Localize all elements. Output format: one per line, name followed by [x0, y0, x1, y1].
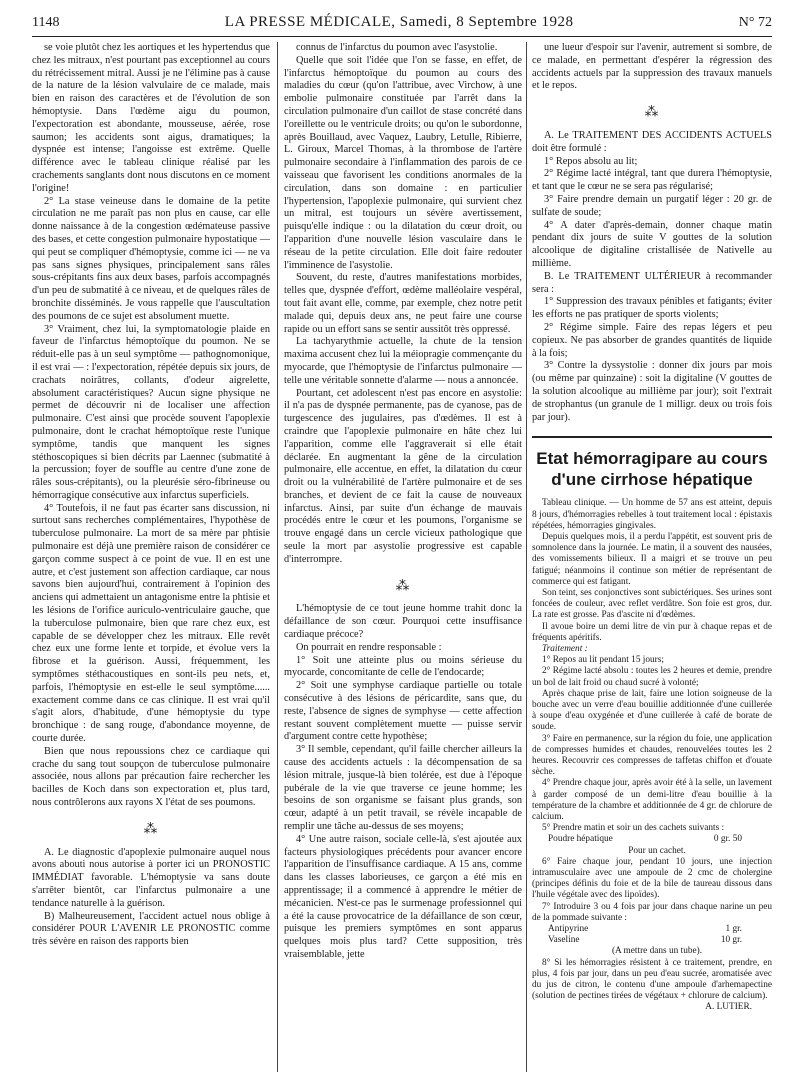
- prescription-item: Antipyrine: [548, 924, 589, 935]
- prescription-item: Poudre hépatique: [548, 834, 613, 845]
- paragraph: B. Le TRAITEMENT ULTÉRIEUR à recommander sera :: [532, 270, 772, 295]
- paragraph: Après chaque prise de lait, faire une lotion soigneuse de la bouche avec un verre d'eau bouillie additionnée d'une cuillerée à soupe d'eau oxygénée et d'une cuillerée à café de borate de soude.: [532, 688, 772, 733]
- paragraph: 3° Contre la dyssystolie : donner dix jours par mois (ou même par quinzaine) : soit la digitaline (V gouttes de la solution alcoolique au millième par jour); soit l'extrait de strophantus (un granule de 1 milligr. deux ou trois fois par jour).: [532, 360, 772, 423]
- paragraph: B) Malheureusement, l'accident actuel nous oblige à considérer POUR L'AVENIR LE PRONOSTIC comme très sévère en raison des rapports bien: [32, 910, 270, 948]
- paragraph: La tachyarythmie actuelle, la chute de la tension maxima accusent chez lui la méiopragie commençante du myocarde, que l'hémoptysie de l'infarctus pulmonaire — telle une véritable sonnette d'alarme — nous a annoncée.: [284, 336, 522, 386]
- paragraph: 5° Prendre matin et soir un des cachets suivants :: [542, 823, 725, 834]
- paragraph: Souvent, du reste, d'autres manifestations morbides, telles que, dyspnée d'effort, œdème malléolaire vespéral, tout fait avant elle, comme, par exemple, chez notre petit malade qui, depuis deux ans, ne peut faire une course rapide ou un effort sans se sentir aussitôt très oppressé.: [284, 272, 522, 335]
- paragraph: 1° Suppression des travaux pénibles et fatigants; éviter les efforts ne pas pratiquer de sports violents;: [532, 296, 772, 321]
- prescription-item: Vaseline: [548, 935, 580, 946]
- paragraph: 3° Faire en permanence, sur la région du foie, une application de compresses humides et chaudes, renouvelées toutes les 2 heures. Recouvrir ces compresses de taffetas chiffon et d'ouate sèche.: [532, 733, 772, 778]
- paragraph: On pourrait en rendre responsable :: [296, 641, 442, 653]
- paragraph: 4° A dater d'après-demain, donner chaque matin pendant dix jours de suite V gouttes de la solution alcoolique de digitaline cristallisée de Nativelle au millième.: [532, 219, 772, 269]
- issue-number: N° 72: [738, 15, 772, 30]
- page-header: [32, 14, 772, 36]
- column-1: [32, 42, 270, 1070]
- paragraph: 6° Faire chaque jour, pendant 10 jours, une injection intramusculaire avec une ampoule de 2 cmc de cholergine (principes définis du foie et de la bile de taureau dissous dans l'huile végétale avec des lipoïdes).: [532, 856, 772, 901]
- paragraph: 2° Régime lacté intégral, tant que durera l'hémoptysie, et tant que le cœur ne se sera pas régularisé;: [532, 168, 772, 193]
- paragraph: 7° Introduire 3 ou 4 fois par jour dans chaque narine un peu de la pommade suivante :: [532, 901, 772, 923]
- prescription-line: [532, 935, 772, 946]
- paragraph: 2° Régime lacté absolu : toutes les 2 heures et demie, prendre un bol de lait froid ou chaud sucré à volonté;: [532, 666, 772, 688]
- column-divider: [526, 42, 527, 1072]
- paragraph: Quelle que soit l'idée que l'on se fasse, en effet, de l'infarctus hémoptoïque du poumon au cours des maladies du cœur (qu'on l'attribue, avec Virchow, à une embolie pulmonaire constituée par l'arrêt dans la circulation pulmonaire d'un caillot de stase concrété dans l'oreillette ou le ventricule droits; ou qu'on le subordonne, après Bouillaud, avec Vaquez, Laubry, Letulle, Ribierre, L. Giroux, Marcel Thomas, à la thrombose de l'artère pulmonaire secondaire à l'inflammation des parois de ce vaisseau que favorisent les conditions anormales de la circulation, dans son domaine : en particulier l'hypertension, l'apoplexie pulmonaire, qui survient chez un mitral, est toujours un sévère avertissement, puisqu'elle indique : ou la dilatation du cœur droit, ou l'apparition d'une nouvelle lésion vasculaire dans le réseau de la petite circulation. Elle doit faire redouter l'imminence de l'asystolie.: [284, 54, 522, 271]
- paragraph: Depuis quelques mois, il a perdu l'appétit, est souvent pris de somnolence dans la journée. Le matin, il a souvent des nausées, des vomissements bilieux. Il a maigri et se trouve un peu fatigué; néanmoins il continue son métier de représentant de commerce qui est fatigant.: [532, 531, 772, 587]
- prescription-line: [532, 924, 772, 935]
- prescription-note: Pour un cachet.: [628, 845, 686, 856]
- section-separator: ⁂: [395, 578, 411, 594]
- paragraph: Son teint, ses conjonctives sont subictériques. Ses urines sont foncées de couleur, avec reflet verdâtre. Son foie est gros, dur. La rate est grosse. Pas d'ascite ni d'œdèmes.: [532, 587, 772, 621]
- paragraph: se voie plutôt chez les aortiques et les hypertendus que chez les mitraux, n'est pourtant pas exceptionnel au cours du rétrécissement mitral. Aussi je ne l'élimine pas à cause de la nature de la lésion valvulaire de ce malade, mais bien en raison des caractères et de l'évolution de son hémoptysie. Dans l'œdème aigu du poumon, l'expectoration est abondante, mousseuse, aérée, rose saumon; les accidents sont aigus, dramatiques; la dyspnée est intense; l'angoisse est extrême. Quelle différence avec le tableau clinique réalisé par les crachements sanglants dont nous discutons en ce moment l'origine!: [32, 42, 270, 194]
- column-divider: [277, 42, 278, 1072]
- paragraph: 2° La stase veineuse dans le domaine de la petite circulation ne me paraît pas non plus en cause, car elle donne naissance à de la congestion œdémateuse passive des bases, et cette congestion pulmonaire hypostatique — qui peut se compliquer d'hémoptysie, comme ici — ne va pas sans signes physiques, principalement sans râles sous-crépitants fins aux deux bases, parfois accompagnés d'un peu de submatité à ce niveau, et de quelques râles de bronchite disséminés. Je vous rappelle que l'auscultation des poumons de ce sujet est absolument muette.: [32, 195, 270, 322]
- paragraph: 8° Si les hémorragies résistent à ce traitement, prendre, en plus, 4 fois par jour, dans un peu d'eau sucrée, aromatisée avec du jus de citron, le contenu d'une ampoule d'arhemapectine (solution de pectines tirées de végétaux + chlorure de calcium).: [532, 957, 772, 1002]
- paragraph: 4° Prendre chaque jour, après avoir été à la selle, un lavement à garder composé de un demi-litre d'eau bouillie à la température de la chambre et additionnée de 4 gr. de chlorure de calcium.: [532, 778, 772, 822]
- header-rule: [32, 36, 772, 37]
- article-title: Etat hémorragipare au cours d'une cirrhose hépatique: [536, 449, 768, 490]
- column-2: [284, 42, 522, 1070]
- paragraph: 3° Il semble, cependant, qu'il faille chercher ailleurs la cause des accidents actuels : la décompensation de sa lésion mitrale, jusque-là bien tolérée, est due à l'époque pubérale de la vie que traverse ce jeune homme; les besoins de son organisme se faisant plus grands, son cœur, adapté à un petit travail, se révèle incapable de remplir une tâche au-dessus de ses moyens;: [284, 744, 522, 833]
- treatment-heading: Traitement :: [542, 643, 588, 654]
- prescription-note: (A mettre dans un tube).: [611, 946, 703, 957]
- paragraph: 1° Repos au lit pendant 15 jours;: [542, 655, 664, 666]
- article-rule: [532, 436, 772, 438]
- paragraph: A. Le TRAITEMENT DES ACCIDENTS ACTUELS doit être formulé :: [532, 129, 772, 154]
- prescription-dose: 0 gr. 50: [713, 834, 742, 845]
- paragraph: une lueur d'espoir sur l'avenir, autrement si sombre, de ce malade, en permettant d'espérer la régression des accidents actuels par la suppression des travaux manuels et le repos.: [532, 42, 772, 92]
- paragraph: 4° Une autre raison, sociale celle-là, s'est ajoutée aux facteurs physiologiques précédents pour avancer encore l'apparition de l'insuffisance cardiaque. A 15 ans, comme dans les classes laborieuses, ce garçon a été mis en apprentissage; il a commencé à apprendre le métier de mécanicien. N'est-ce pas le surmenage professionnel qui a été la cause provocatrice de la défaillance de son cœur, puisque les premiers symptômes en sont apparus quelques mois plus tard? Cette supposition, très vraisemblable, jette: [284, 833, 522, 960]
- paragraph: A. Le diagnostic d'apoplexie pulmonaire auquel nous avons abouti nous autorise à porter ici un PRONOSTIC IMMÉDIAT favorable. L'hémoptysie va sans doute s'arrêter bientôt, car l'infarctus pulmonaire a une tendance naturelle à la guérison.: [32, 846, 270, 909]
- paragraph: Il avoue boire un demi litre de vin pur à chaque repas et de fréquents apéritifs.: [532, 621, 772, 643]
- paragraph: 2° Régime simple. Faire des repas légers et peu copieux. Ne pas absorber de grandes quantités de liquide à la fois;: [532, 321, 772, 359]
- article-body: [532, 498, 772, 1013]
- paragraph: 4° Toutefois, il ne faut pas écarter sans discussion, ni surtout sans recherches complémentaires, l'hypothèse de tuberculose pulmonaire. La mort de sa mère par phtisie pulmonaire est déjà une première raison de considérer ce garçon comme suspect à ce point de vue. Il en est une autre, et c'est justement son affection cardiaque, car nous savons bien aujourd'hui, contrairement à l'opinion des anciens qui admettaient un antagonisme entre la phtisie et les lésions de l'orifice auriculo-ventriculaire gauche, que la tuberculose pulmonaire, bien que rare chez eux, est capable de se développer chez les mitraux. Elle revêt chez eux une forme lente et torpide, et évolue vers la fibrose et la guérison. Aussi, fréquemment, les symptômes stéthacoustiques en sont-ils peu nets, et, parfois, l'hémoptysie en est-elle le seul symptôme...... exactement comme dans ce cas clinique. Il est vrai qu'il s'agit alors, d'habitude, d'une hémoptysie du type bronchique : de sang rouge, d'abondance moyenne, de courte durée.: [32, 502, 270, 745]
- section-separator: ⁂: [143, 821, 159, 837]
- prescription-dose: 10 gr.: [720, 935, 742, 946]
- author-signature: A. LUTIER.: [705, 1002, 752, 1013]
- journal-title: LA PRESSE MÉDICALE, Samedi, 8 Septembre 1928: [224, 14, 574, 30]
- paragraph: Tableau clinique. — Un homme de 57 ans est atteint, depuis 8 jours, d'hémorragies rebelles à tout traitement local : épistaxis répétées, hémorragies gingivales.: [532, 498, 772, 531]
- paragraph: Bien que nous repoussions chez ce cardiaque qui crache du sang tout soupçon de tuberculose pulmonaire associée, nous allons par précaution faire rechercher les bacilles de Koch dans son expectoration et, plus tard, nous contrôlerons aux rayons X l'état de ses poumons.: [32, 745, 270, 809]
- paragraph: 3° Vraiment, chez lui, la symptomatologie plaide en faveur de l'infarctus hémoptoïque du poumon. Ne se réduit-elle pas à un seul symptôme — pathognomonique, il est vrai — : l'expectoration, répétée depuis six jours, de crachats noirâtres, collants, d'odeur aigrelette, absolument caractéristiques? Aucun signe physique ne permet de découvrir ni de localiser une affection pulmonaire. C'est ainsi que procède souvent l'apoplexie pulmonaire, dont le crachat hémoptoïque reste l'unique symptôme, tandis que manquent les signes stéthoscopiques si bien décrits par Laennec (submatité à la percussion; foyer de souffle au centre d'une zone de râles sous-crépitants), ou la pleurésie séro-fibrineuse ou hémorragique consécutive aux infarctus superficiels.: [32, 323, 270, 501]
- paragraph: 3° Faire prendre demain un purgatif léger : 20 gr. de sulfate de soude;: [532, 193, 772, 218]
- section-separator: ⁂: [644, 105, 660, 121]
- paragraph: Pourtant, cet adolescent n'est pas encore en asystolie: il n'a pas de dyspnée permanente, pas de cyanose, pas de turgescence des jugulaires, pas d'œdèmes. Il est à craindre que l'apoplexie pulmonaire en hâte chez lui l'apparition, comme elle l'aggraverait si elle était déclarée. En augmentant la gêne de la circulation pulmonaire, elle accentue, en effet, la dilatation du cœur droit ou la vulnérabilité de l'artère pulmonaire et de ses branches, et devient de ce fait la cause de nouveaux infarctus. Ainsi, par suite d'un échange de mauvais procédés entre le cœur et les poumons, l'organisme se trouve engagé dans un cercle vicieux pathologique que seule la mort par asystolie progressive est capable d'interrompre.: [284, 387, 522, 565]
- prescription-dose: 1 gr.: [725, 924, 742, 935]
- prescription-line: [532, 834, 772, 845]
- paragraph: 1° Soit une atteinte plus ou moins sérieuse du myocarde, concomitante de celle de l'endocarde;: [284, 654, 522, 679]
- paragraph: L'hémoptysie de ce tout jeune homme trahit donc la défaillance de son cœur. Pourquoi cette insuffisance cardiaque précoce?: [284, 603, 522, 641]
- paragraph: connus de l'infarctus du poumon avec l'asystolie.: [296, 42, 498, 53]
- page-number: 1148: [32, 15, 60, 30]
- paragraph: 1° Repos absolu au lit;: [544, 155, 638, 167]
- paragraph: 2° Soit une symphyse cardiaque partielle ou totale consécutive à des lésions de péricardite, sans que, du reste, l'absence de signes de symphyse — cette affection restant souvent complètement muette — puisse servir d'argument contre cette hypothèse;: [284, 680, 522, 743]
- column-3: [532, 42, 772, 1070]
